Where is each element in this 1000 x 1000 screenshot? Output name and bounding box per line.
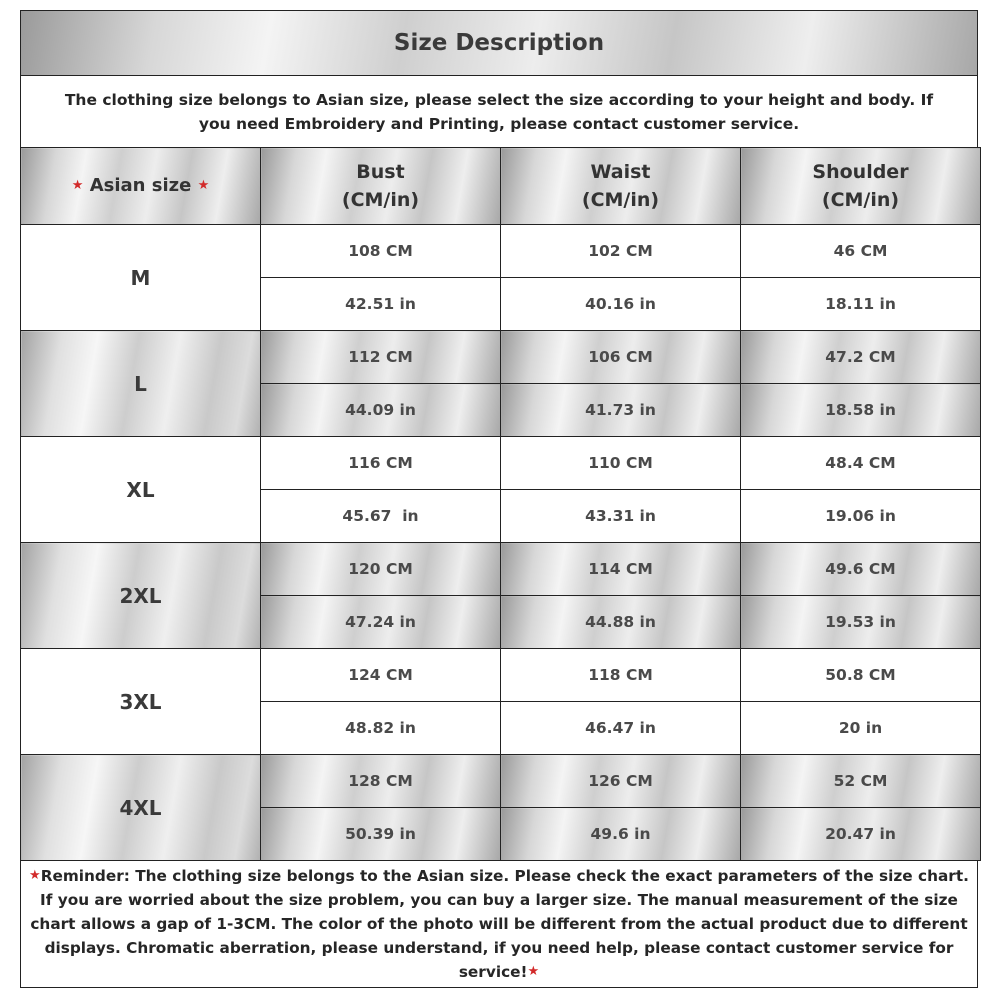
bust-in-cell: 45.67 in [261, 490, 501, 543]
bust-in-cell: 44.09 in [261, 384, 501, 437]
shoulder-in-cell: 18.11 in [741, 278, 981, 331]
star-icon: ★ [527, 964, 540, 979]
bust-cm-cell: 116 CM [261, 437, 501, 490]
bust-cm-cell: 108 CM [261, 225, 501, 278]
table-row [21, 225, 981, 278]
waist-cm-cell: 102 CM [501, 225, 741, 278]
star-icon: ★ [29, 868, 41, 883]
waist-in-cell: 40.16 in [501, 278, 741, 331]
bust-cm-cell: 112 CM [261, 331, 501, 384]
shoulder-cm-cell: 47.2 CM [741, 331, 981, 384]
table-row [21, 437, 981, 490]
size-chart [20, 10, 978, 988]
bust-in-cell: 42.51 in [261, 278, 501, 331]
size-label-cell: 3XL [21, 649, 261, 755]
bust-in-cell: 48.82 in [261, 702, 501, 755]
chart-title-row [21, 11, 977, 76]
waist-in-cell: 44.88 in [501, 596, 741, 649]
waist-cm-cell: 106 CM [501, 331, 741, 384]
shoulder-in-cell: 18.58 in [741, 384, 981, 437]
bust-cm-cell: 120 CM [261, 543, 501, 596]
waist-cm-cell: 110 CM [501, 437, 741, 490]
waist-in-cell: 49.6 in [501, 808, 741, 861]
table-row [21, 755, 981, 808]
waist-cm-cell: 114 CM [501, 543, 741, 596]
table-header-row [21, 148, 981, 225]
reminder-box [21, 860, 977, 987]
header-bust [261, 148, 501, 225]
waist-in-cell: 46.47 in [501, 702, 741, 755]
shoulder-cm-cell: 48.4 CM [741, 437, 981, 490]
star-icon: ★ [71, 178, 84, 193]
waist-in-cell: 41.73 in [501, 384, 741, 437]
header-asian-size [21, 148, 261, 225]
shoulder-in-cell: 20 in [741, 702, 981, 755]
header-shoulder-label: Shoulder [812, 161, 909, 183]
size-table [20, 147, 981, 861]
size-note [21, 76, 977, 148]
reminder-text-block [25, 864, 973, 984]
shoulder-cm-cell: 49.6 CM [741, 543, 981, 596]
header-waist-unit: (CM/in) [581, 189, 660, 211]
reminder-text: Reminder: The clothing size belongs to the Asian size. Please check the exact parameters of the size chart. If you are worried about the size problem, you can buy a larger size. The manual measurement of the size chart allows a gap of 1-3CM. The color of the photo will be different from the actual product due to different displays. Chromatic aberration, please understand, if you need help, please contact customer service for service! [30, 867, 969, 981]
bust-in-cell: 50.39 in [261, 808, 501, 861]
star-icon: ★ [197, 178, 210, 193]
shoulder-in-cell: 20.47 in [741, 808, 981, 861]
table-row [21, 649, 981, 702]
shoulder-cm-cell: 46 CM [741, 225, 981, 278]
waist-in-cell: 43.31 in [501, 490, 741, 543]
shoulder-in-cell: 19.53 in [741, 596, 981, 649]
header-asian-size-label: Asian size [89, 175, 192, 196]
table-row [21, 331, 981, 384]
shoulder-in-cell: 19.06 in [741, 490, 981, 543]
size-label-cell: 4XL [21, 755, 261, 861]
header-bust-label: Bust [356, 161, 405, 183]
size-label-cell: M [21, 225, 261, 331]
chart-title: Size Description [393, 30, 605, 56]
size-note-text: The clothing size belongs to Asian size, please select the size according to your height and body. If you need Embroidery and Printing, please contact customer service. [64, 90, 934, 133]
header-waist [501, 148, 741, 225]
header-shoulder [741, 148, 981, 225]
table-row [21, 543, 981, 596]
header-waist-label: Waist [590, 161, 651, 183]
shoulder-cm-cell: 50.8 CM [741, 649, 981, 702]
bust-cm-cell: 128 CM [261, 755, 501, 808]
waist-cm-cell: 118 CM [501, 649, 741, 702]
waist-cm-cell: 126 CM [501, 755, 741, 808]
size-label-cell: 2XL [21, 543, 261, 649]
size-label-cell: L [21, 331, 261, 437]
size-label-cell: XL [21, 437, 261, 543]
header-shoulder-unit: (CM/in) [821, 189, 900, 211]
shoulder-cm-cell: 52 CM [741, 755, 981, 808]
bust-in-cell: 47.24 in [261, 596, 501, 649]
header-bust-unit: (CM/in) [341, 189, 420, 211]
bust-cm-cell: 124 CM [261, 649, 501, 702]
